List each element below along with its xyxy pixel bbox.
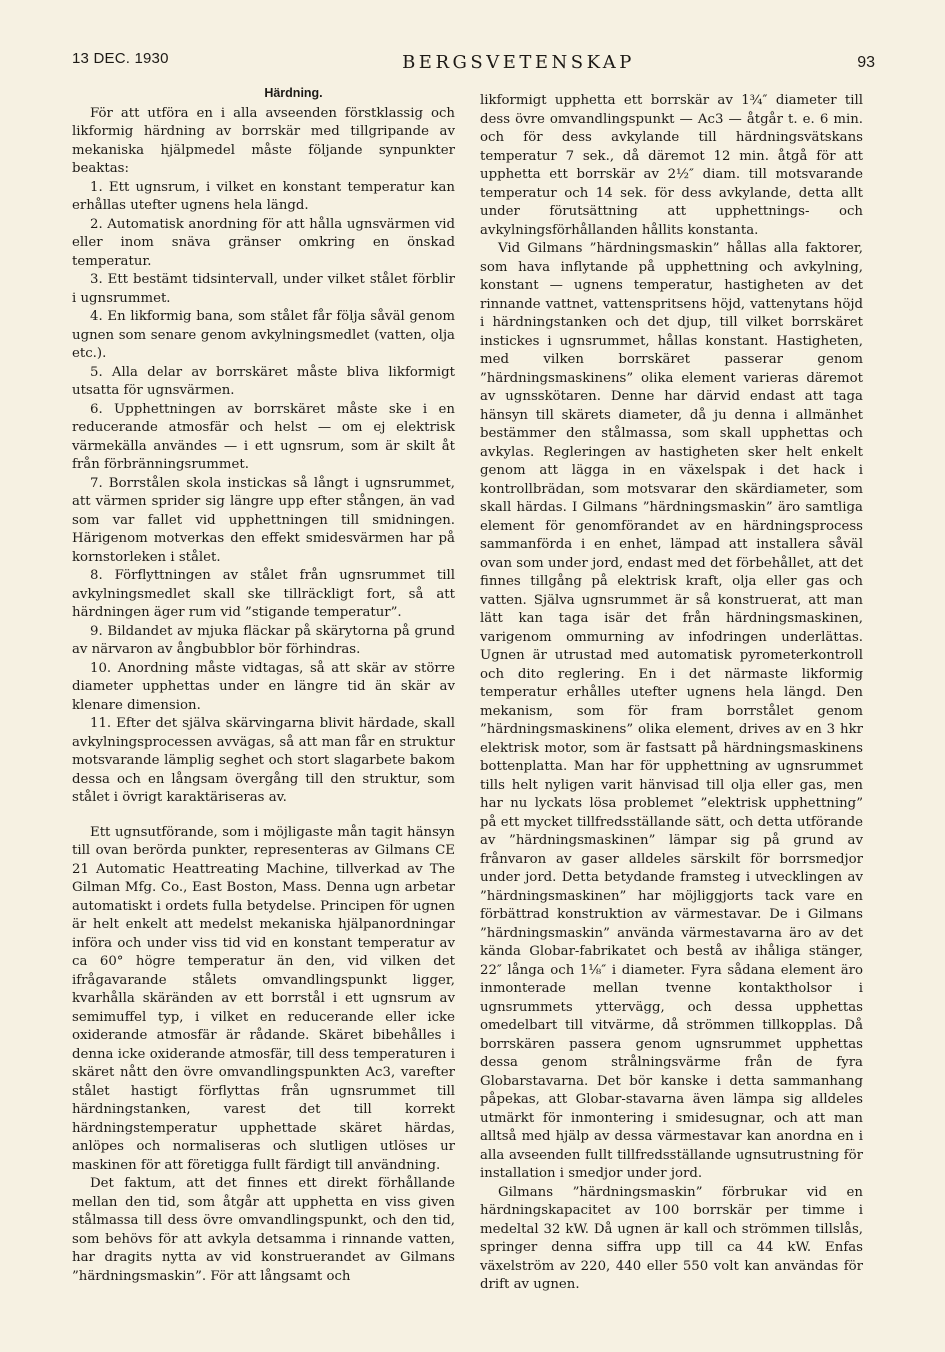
- right-column: [480, 92, 863, 1295]
- list-item-10: 10. Anordning måste vidtagas, så att skär av större diameter upphettas under en längre tid än skär av klenare dimension.: [72, 660, 455, 713]
- paragraph-furnace: Ett ugnsutförande, som i möjligaste mån tagit hänsyn till ovan berörda punkter, representeras av Gilmans CE 21 Automatic Heattreating Machine, tillverkad av The Gilman Mfg. Co., East Boston, Mass. Denna ugn arbetar automatiskt i ordets fulla betydelse. Principen för ugnen är helt enkelt att medelst mekaniska hjälpanordningar införa och under viss tid vid en konstant temperatur av ca 60° högre temperatur än den, vid vilken det ifrågavarande stålets omvandlingspunkt ligger, kvarhålla skäränden av ett borrstål i ett ugnsrum av semimuffel typ, i vilket en reducerande eller icke oxiderande atmosfär är rådande. Skäret bibehålles i denna icke oxiderande atmosfär, till dess temperaturen i skäret nått den övre omvandlingspunkten Ac3, varefter stålet hastigt förflyttas från ugnsrummet till härdningstanken, varest det till korrekt härdningstemperatur upphettade skäret härdas, anlöpes och normaliseras och slutligen utlöses ur maskinen för att företiggа fullt färdigt till användning.: [72, 824, 455, 1173]
- list-item-11: 11. Efter det själva skärvingarna blivit härdade, skall avkylningsprocessen avvägas, så att man får en struktur motsvarande lämplig seghet och stort slagarbete bakom dessa och en långsam övergång till den struktur, som stålet i övrigt karaktäriseras av.: [72, 716, 455, 805]
- list-item-6: 6. Upphettningen av borrskäret måste ske i en reducerande atmosfär och helst — om ej elektrisk värmekälla användes — i ett ugnsrum, som är skilt åt från förbränningsrummet.: [72, 401, 455, 472]
- section-title: Härdning.: [264, 86, 323, 100]
- list-item-3: 3. Ett bestämt tidsintervall, under vilket stålet förblir i ugnsrummet.: [72, 272, 455, 306]
- journal-title: BERGSVETENSKAP: [402, 52, 635, 73]
- paragraph-machine: Vid Gilmans ”härdningsmaskin” hållas alla faktorer, som hava inflytande på upphettning och avkylning, konstant — ugnens temperatur, hastigheten av det rinnande vattnet, vattenspritsens höjd, vattenytans höjd i härdningstanken och det djup, till vilket borrskäret instickes i ugnsrummet, hållas konstant. Hastigheten, med vilken borrskäret passerar genom ”härdningsmaskinens” olika element varieras däremot av ugnsskötaren. Denne har därvid endast att taga hänsyn till skärets diameter, då ju denna i allmänhet bestämmer den stålmassa, som skall upphettas och avkylas. Regleringen av hastigheten sker helt enkelt genom att lägga in en växelspak i det hack i kontrollbrädan, som motsvarar den skärdiameter, som skall härdas. I Gilmans ”härdningsmaskin” äro samtliga element för genomförandet av en härdningsprocess sammanförda i en enhet, lämpad att installera såväl ovan som under jord, endast med det förbehållet, att det finnes tillgång på elektrisk kraft, olja eller gas och vatten. Själva ugnsrummet är så konstruerat, att man lätt kan taga isär det från härdningsmaskinen, varigenom ommurning av infodringen underlättas. Ugnen är utrustad med automatisk pyrometerkontroll och dito reglering. En i det närmaste likformig temperatur erhålles utefter ugnens hela längd. Den mekanism, som för fram borrstålet genom ”härdningsmaskinens” olika element, drives av en 3 hkr elektrisk motor, som är fastsatt på härdningsmaskinens bottenplatta. Man har för upphettning av ugnsrummet tills helt nyligen varit hänvisad till olja eller gas, men har nu lyckats lösa problemet ”elektrisk upphettning” på ett mycket tillfredsställande sätt, och detta utförande av ”härdningsmaskinen” lämpar sig på grund av frånvaron av gaser alldeles särskilt för borrsmedjor under jord. Detta betydande framsteg i utvecklingen av ”härdningsmaskinen” har möjliggjorts tack vare en förbättrad konstruktion av värmestavar. De i Gilmans ”härdningsmaskin” använda värmestavarna äro av det kända Globar-fabrikatet och bestå av ihåliga stänger, 22″ långa och 1⅛″ i diameter. Fyra sådana element äro inmonterade mellan tvenne kontaktholsor i ugnsrummets yttervägg, och dessa upphettas omedelbart till vitvärme, då strömmen tillkopplas. Då borrskären passera genom ugnsrummet upphettas dessa genom strålningsvärme från de fyra Globarstavarna. Det bör kanske i detta sammanhang påpekas, att Globar-stavarna även lämpa sig alldeles utmärkt för inmontering i smidesugnar, och att man alltså med hjälp av dessa värmestavar kan anordna en i alla avseenden fullt tillfredsställande ugnsutrustning för installation i smedjor under jord.: [480, 241, 863, 1181]
- page-header: [72, 50, 875, 80]
- list-item-7: 7. Borrstålen skola instickas så långt i ugnsrummet, att värmen sprider sig längre upp efter stången, än vad som var fallet vid upphettningen till smidningen. Härigenom motverkas den effekt smidesvärmen har på kornstorleken i stålet.: [72, 475, 455, 565]
- paragraph-consumption: Gilmans ”härdningsmaskin” förbrukar vid en härdningskapacitet av 100 borrskär per timme i medeltal 32 kW. Då ugnen är kall och strömmen tillslås, springer denna siffra upp till ca 44 kW. Enfas växelström av 220, 440 eller 550 volt kan användas för drift av ugnen.: [480, 1184, 863, 1292]
- list-item-5: 5. Alla delar av borrskäret måste bliva likformigt utsatta för ugnsvärmen.: [72, 364, 455, 398]
- list-item-1: 1. Ett ugnsrum, i vilket en konstant temperatur kan erhållas utefter ugnens hela längd.: [72, 179, 455, 213]
- paragraph-intro: För att utföra en i alla avseenden förstklassig och likformig härdning av borrskär med tillgripande av mekaniska hjälpmedel måste följande synpunkter beaktas:: [72, 105, 455, 176]
- list-item-8: 8. Förflyttningen av stålet från ugnsrummet till avkylningsmedlet skall ske tillräckligt fort, så att härdningen äger rum vid ”stigande temperatur”.: [72, 568, 455, 620]
- left-column: [72, 84, 455, 1286]
- issue-date: 13 DEC. 1930: [72, 50, 169, 67]
- list-item-9: 9. Bildandet av mjuka fläckar på skärytorna på grund av närvaron av ångbubblor bör förhindras.: [72, 623, 455, 657]
- paragraph-fact: Det faktum, att det finnes ett direkt förhållande mellan den tid, som åtgår att upphetta en viss given stålmassa till dess övre omvandlingspunkt, och den tid, som behövs för att avkyla detsamma i rinnande vatten, har dragits nytta av vid konstruerandet av Gilmans ”härdningsmaskin”. För att långsamt och: [72, 1176, 455, 1284]
- page-number: 93: [857, 54, 875, 71]
- list-item-2: 2. Automatisk anordning för att hålla ugnsvärmen vid eller inom snäva gränser omkring en önskad temperatur.: [72, 216, 455, 269]
- paragraph-continued: likformigt upphetta ett borrskär av 1¾″ diameter till dess övre omvandlingspunkt — Ac3 — åtgår t. e. 6 min. och för dess avkylande till härdningsvätskans temperatur 7 sek., då däremot 12 min. åtgå för att upphetta ett borrskär av 2½″ diam. till motsvarande temperatur och 14 sek. för dess avkylande, detta allt under förutsättning att upphettnings- och avkylningsförhållanden hållits konstanta.: [480, 93, 863, 238]
- list-item-4: 4. En likformig bana, som stålet får följa såväl genom ugnen som senare genom avkylningsmedlet (vatten, olja etc.).: [72, 309, 455, 361]
